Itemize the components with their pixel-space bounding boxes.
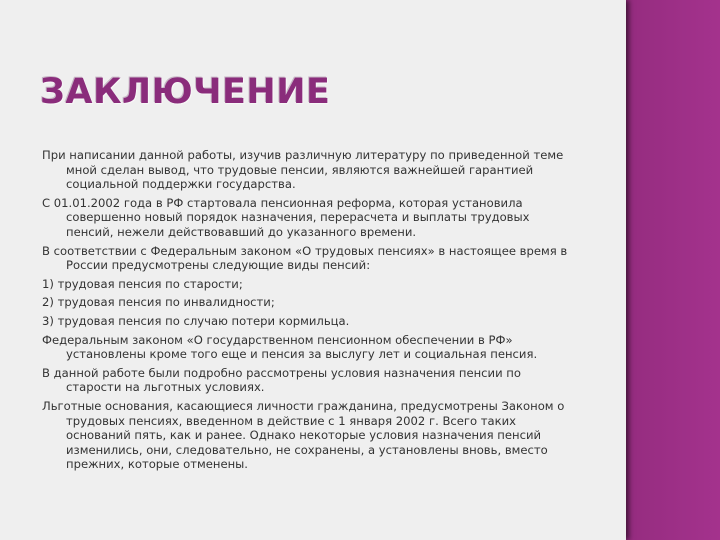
- paragraph: [42, 196, 602, 240]
- paragraph-line: В соответствии с Федеральным законом «О трудовых пенсиях» в настоящее время в: [42, 243, 568, 258]
- paragraph-line: прежних, которые отменены.: [66, 457, 248, 472]
- paragraph-line: Льготные основания, касающиеся личности гражданина, предусмотрены Законом о: [42, 398, 565, 413]
- paragraph-line: России предусмотрены следующие виды пенсий:: [66, 258, 371, 273]
- paragraph: [42, 399, 602, 472]
- paragraph: [42, 366, 602, 395]
- paragraph-line: старости на льготных условиях.: [66, 380, 265, 395]
- paragraph-line: оснований пять, как и ранее. Однако некоторые условия назначения пенсий: [66, 428, 542, 443]
- slide-title: ЗАКЛЮЧЕНИЕ: [40, 72, 331, 112]
- paragraph-line: социальной поддержки государства.: [66, 177, 296, 192]
- paragraph: [42, 333, 602, 362]
- paragraph-line: В данной работе были подробно рассмотрены условия назначения пенсии по: [42, 365, 521, 380]
- paragraph-line: С 01.01.2002 года в РФ стартовала пенсионная реформа, которая установила: [42, 195, 523, 210]
- paragraph: [42, 277, 602, 292]
- slide-body: [42, 148, 602, 476]
- paragraph-line: При написании данной работы, изучив различную литературу по приведенной теме: [42, 148, 564, 162]
- paragraph-line: трудовых пенсиях, введенном в действие с 1 января 2002 г. Всего таких: [66, 413, 517, 428]
- paragraph: [42, 314, 602, 329]
- paragraph: [42, 148, 602, 192]
- paragraph-line: 3) трудовая пенсия по случаю потери кормильца.: [42, 313, 350, 328]
- paragraph-line: пенсий, нежели действовавший до указанного времени.: [66, 224, 417, 239]
- paragraph-line: мной сделан вывод, что трудовые пенсии, являются важнейшей гарантией: [66, 162, 534, 177]
- paragraph-line: изменились, они, следовательно, не сохранены, а установлены вновь, вместо: [66, 442, 548, 457]
- paragraph-line: Федеральным законом «О государственном пенсионном обеспечении в РФ»: [42, 332, 513, 347]
- paragraph: [42, 244, 602, 273]
- paragraph-line: 1) трудовая пенсия по старости;: [42, 276, 243, 291]
- paragraph-line: 2) трудовая пенсия по инвалидности;: [42, 295, 275, 310]
- paragraph: [42, 295, 602, 310]
- paragraph-line: совершенно новый порядок назначения, перерасчета и выплаты трудовых: [66, 210, 530, 225]
- paragraph-line: установлены кроме того еще и пенсия за выслугу лет и социальная пенсия.: [66, 347, 538, 362]
